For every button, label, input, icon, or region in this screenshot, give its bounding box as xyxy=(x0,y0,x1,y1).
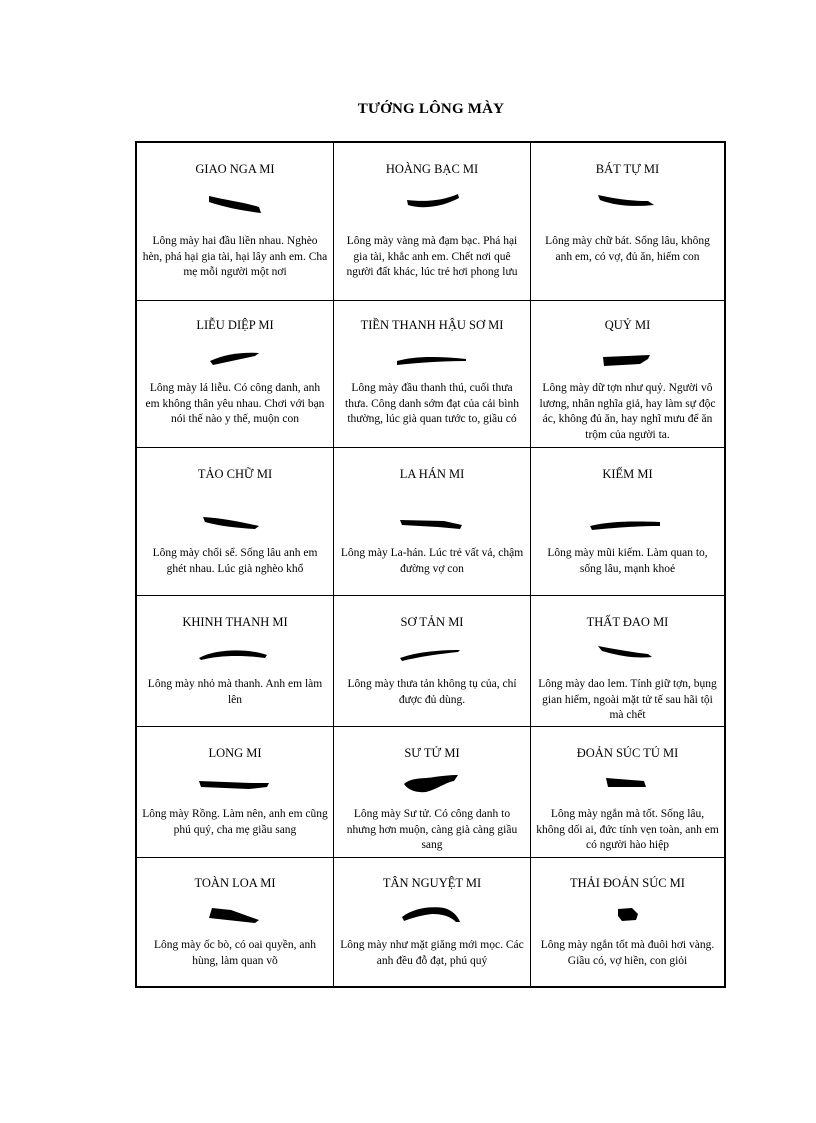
table-cell xyxy=(531,727,724,858)
eyebrow-hoang-bac-icon xyxy=(382,190,482,220)
cell-description: Lông mày lá liễu. Có công danh, anh em không thân yêu nhau. Chơi với bạn nói thế nào y thế, muộn con xyxy=(145,382,325,425)
cell-title: LIỄU DIỆP MI xyxy=(196,318,274,332)
cell-description: Lông mày ốc bò, có oai quyền, anh hùng, làm quan võ xyxy=(154,939,316,967)
cell-title: SƯ TỬ MI xyxy=(404,746,460,760)
cell-title: TẢO CHỮ MI xyxy=(197,467,273,481)
table-cell xyxy=(334,596,531,727)
table-cell xyxy=(137,143,334,301)
cell-description: Lông mày mũi kiếm. Làm quan to, sống lâu, mạnh khoẻ xyxy=(547,547,708,575)
eyebrow-bat-tu-icon xyxy=(578,190,678,220)
cell-title: TIỀN THANH HẬU SƠ MI xyxy=(360,318,504,332)
table-cell xyxy=(334,858,531,986)
cell-description: Lông mày dao lem. Tính giữ tợn, bụng gian hiểm, ngoài mặt tử tế sau hãi tội mà chết xyxy=(538,678,717,721)
eyebrow-su-tu-icon xyxy=(382,771,482,801)
table-cell xyxy=(334,727,531,858)
cell-title: SƠ TẢN MI xyxy=(400,615,464,629)
eyebrow-that-dao-icon xyxy=(578,640,678,670)
cell-title: THẢI ĐOẢN SÚC MI xyxy=(570,876,685,890)
cell-description: Lông mày Sư tử. Có công danh to nhưng hơn muộn, càng già càng giầu sang xyxy=(346,808,518,851)
eyebrow-toan-loa-icon xyxy=(185,900,285,930)
page-title: TƯỚNG LÔNG MÀY xyxy=(357,101,505,117)
table-cell xyxy=(334,301,531,448)
cell-description: Lông mày như mặt giăng mới mọc. Các anh đều đỗ đạt, phú quý xyxy=(340,939,524,967)
eyebrow-tien-thanh-icon xyxy=(382,345,482,375)
cell-description: Lông mày đầu thanh thú, cuối thưa thưa. Công danh sớm đạt của cải bình thường, lúc già quan tước to, giầu có xyxy=(345,382,519,425)
cell-title: KHINH THANH MI xyxy=(182,615,288,629)
eyebrow-thai-doan-suc-icon xyxy=(578,900,678,930)
cell-description: Lông mày La-hán. Lúc trẻ vất vả, chậm đường vợ con xyxy=(340,547,524,575)
cell-title: GIAO NGA MI xyxy=(195,162,275,176)
cell-description: Lông mày dữ tợn như quỷ. Người vô lương, nhân nghĩa giả, hay làm sự độc ác, không đủ ăn, hay nghĩ mưu để ăn trộm của người ta. xyxy=(539,382,716,441)
eyebrow-la-han-icon xyxy=(382,509,482,539)
table-cell xyxy=(137,858,334,986)
table-cell xyxy=(531,301,724,448)
cell-description: Lông mày Rồng. Làm nên, anh em cũng phú quý, cha mẹ giầu sang xyxy=(142,808,328,836)
cell-title: TÂN NGUYỆT MI xyxy=(382,876,482,890)
table-cell xyxy=(531,448,724,596)
table-cell xyxy=(334,143,531,301)
cell-description: Lông mày thưa tản không tụ của, chỉ được đủ dùng. xyxy=(347,678,517,706)
eyebrow-lieu-diep-icon xyxy=(185,345,285,375)
table-cell xyxy=(137,448,334,596)
cell-title: HOÀNG BẠC MI xyxy=(385,162,479,176)
eyebrow-long-icon xyxy=(185,771,285,801)
eyebrow-tao-chu-icon xyxy=(185,509,285,539)
table-cell xyxy=(137,727,334,858)
eyebrow-tan-nguyet-icon xyxy=(382,900,482,930)
eyebrow-so-tan-icon xyxy=(382,640,482,670)
table-cell xyxy=(137,301,334,448)
cell-description: Lông mày ngắn mà tốt. Sống lâu, không dối ai, đức tính vẹn toàn, anh em có người hào hiệp xyxy=(536,808,719,851)
table-cell xyxy=(531,143,724,301)
cell-description: Lông mày hai đầu liền nhau. Nghèo hèn, phá hại gia tài, hại lây anh em. Cha mẹ mỗi người một nơi xyxy=(142,235,328,278)
cell-title: BÁT TỰ MI xyxy=(595,162,660,176)
cell-title: THẤT ĐAO MI xyxy=(586,615,669,629)
cell-description: Lông mày nhỏ mà thanh. Anh em làm lên xyxy=(147,678,323,706)
eyebrow-table xyxy=(135,141,726,988)
cell-title: ĐOẢN SÚC TÚ MI xyxy=(576,746,679,760)
table-cell xyxy=(334,448,531,596)
eyebrow-kiem-icon xyxy=(578,509,678,539)
cell-title: KIẾM MI xyxy=(602,467,653,481)
table-cell xyxy=(531,858,724,986)
cell-description: Lông mày chổi sể. Sống lâu anh em ghét nhau. Lúc già nghèo khổ xyxy=(152,547,318,575)
cell-title: LONG MI xyxy=(208,746,262,760)
cell-title: QUỶ MI xyxy=(604,318,651,332)
eyebrow-doan-suc-tu-icon xyxy=(578,771,678,801)
eyebrow-giao-nga-icon xyxy=(185,190,285,220)
cell-title: LA HÁN MI xyxy=(399,467,465,481)
eyebrow-khinh-thanh-icon xyxy=(185,640,285,670)
cell-description: Lông mày chữ bát. Sống lâu, không anh em, có vợ, đủ ăn, hiếm con xyxy=(545,235,710,263)
eyebrow-quy-icon xyxy=(578,345,678,375)
cell-description: Lông mày vàng mà đạm bạc. Phá hại gia tài, khắc anh em. Chết nơi quê người đất khác, lúc trẻ hơi phong lưu xyxy=(346,235,518,278)
table-cell xyxy=(531,596,724,727)
table-cell xyxy=(137,596,334,727)
cell-title: TOÀN LOA MI xyxy=(194,876,276,890)
cell-description: Lông mày ngắn tốt mà đuôi hơi vàng. Giầu có, vợ hiền, con giỏi xyxy=(540,939,715,967)
